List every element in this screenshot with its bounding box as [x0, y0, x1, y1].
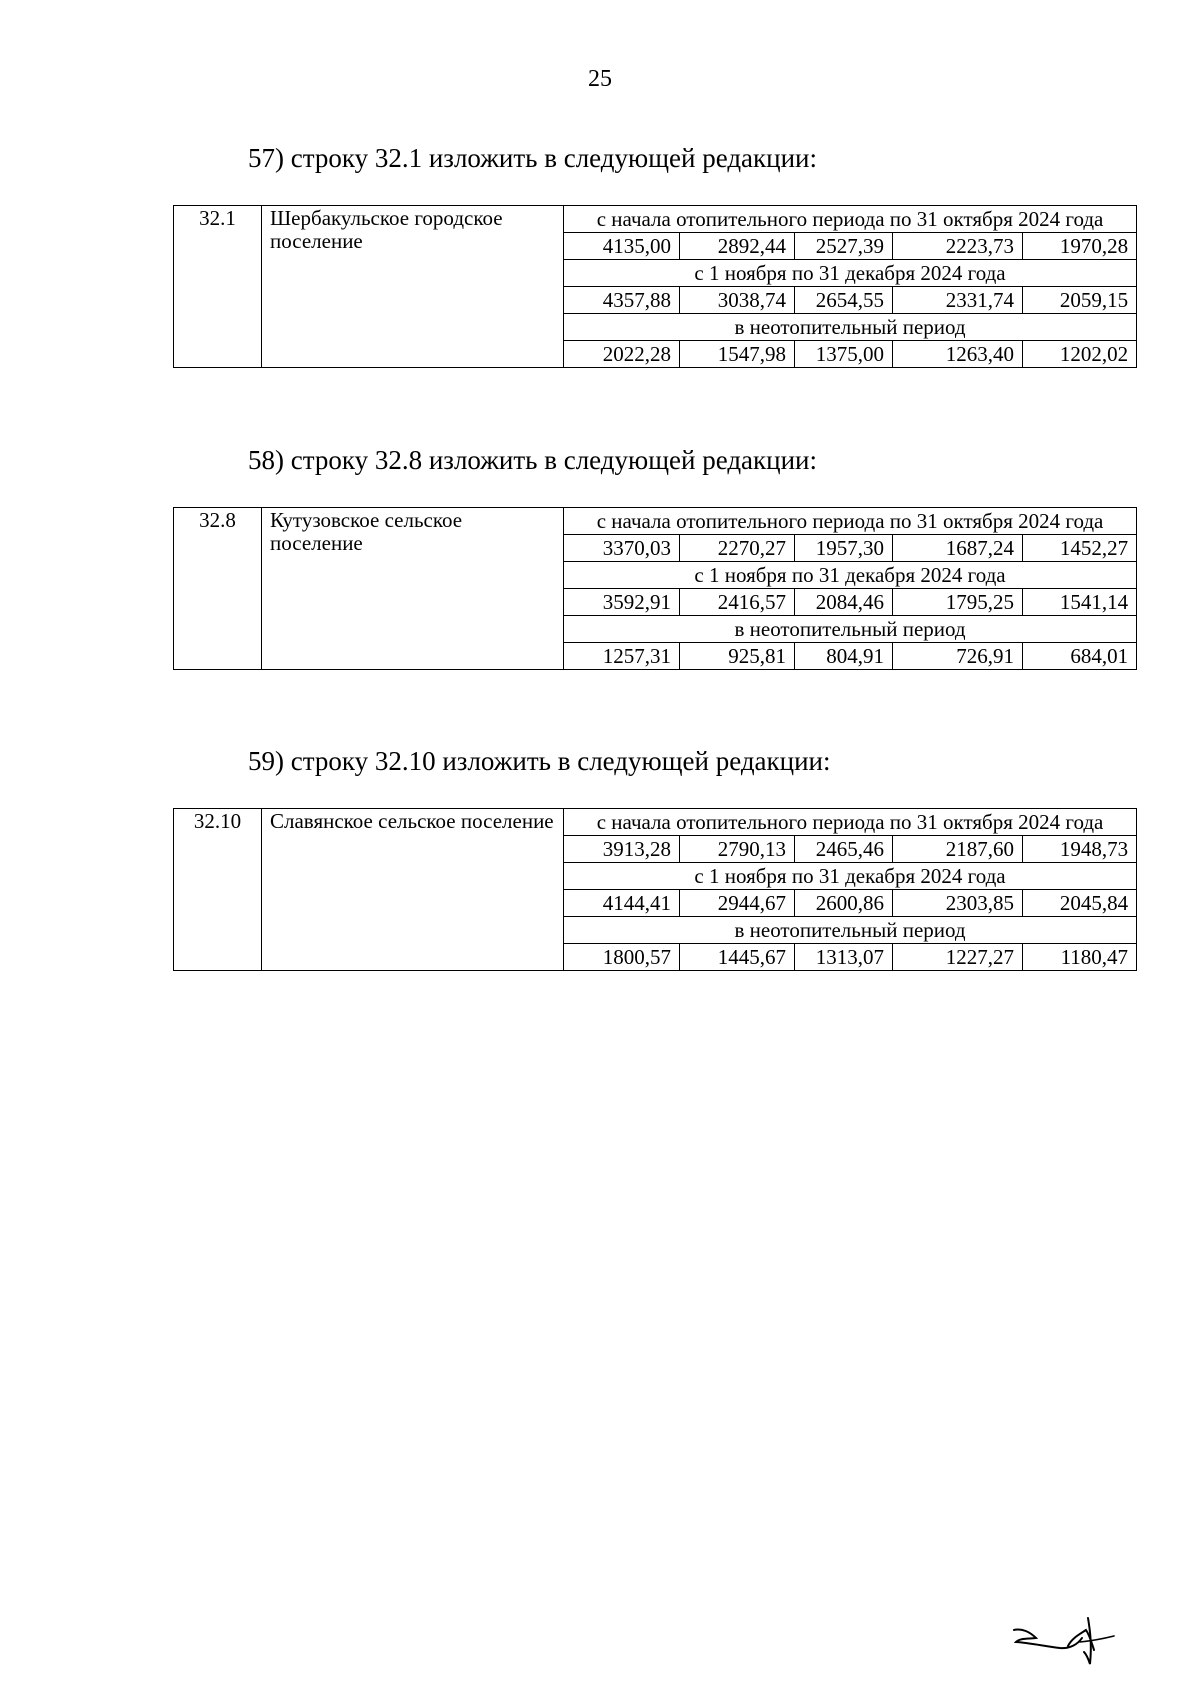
- value-cell: 2600,86: [795, 890, 893, 917]
- amendment-table-32-10: [173, 808, 1137, 971]
- table-row: [174, 508, 1137, 535]
- value-cell: 804,91: [795, 643, 893, 670]
- period-label: в неотопительный период: [564, 616, 1137, 643]
- value-cell: 1541,14: [1023, 589, 1137, 616]
- period-label: с 1 ноября по 31 декабря 2024 года: [564, 562, 1137, 589]
- value-cell: 2465,46: [795, 836, 893, 863]
- value-cell: 4357,88: [564, 287, 680, 314]
- value-cell: 2059,15: [1023, 287, 1137, 314]
- value-cell: 2892,44: [680, 233, 795, 260]
- period-label: с 1 ноября по 31 декабря 2024 года: [564, 863, 1137, 890]
- period-label: с начала отопительного периода по 31 октября 2024 года: [564, 508, 1137, 535]
- value-cell: 2223,73: [893, 233, 1023, 260]
- amendment-table-32-8: [173, 507, 1137, 670]
- value-cell: 1202,02: [1023, 341, 1137, 368]
- row-code: 32.1: [174, 206, 262, 368]
- value-cell: 2944,67: [680, 890, 795, 917]
- period-label: в неотопительный период: [564, 917, 1137, 944]
- amendment-heading-59: 59) строку 32.10 изложить в следующей редакции:: [248, 746, 831, 776]
- value-cell: 1180,47: [1023, 944, 1137, 971]
- value-cell: 1547,98: [680, 341, 795, 368]
- value-cell: 1452,27: [1023, 535, 1137, 562]
- period-label: с начала отопительного периода по 31 октября 2024 года: [564, 809, 1137, 836]
- settlement-name: Кутузовское сельское поселение: [262, 508, 564, 670]
- amendment-heading-58: 58) строку 32.8 изложить в следующей редакции:: [248, 445, 818, 475]
- row-code: 32.8: [174, 508, 262, 670]
- signature-mark: [1010, 1608, 1120, 1668]
- value-cell: 1948,73: [1023, 836, 1137, 863]
- value-cell: 4135,00: [564, 233, 680, 260]
- period-label: в неотопительный период: [564, 314, 1137, 341]
- value-cell: 1445,67: [680, 944, 795, 971]
- value-cell: 2084,46: [795, 589, 893, 616]
- value-cell: 684,01: [1023, 643, 1137, 670]
- value-cell: 3370,03: [564, 535, 680, 562]
- value-cell: 1375,00: [795, 341, 893, 368]
- value-cell: 4144,41: [564, 890, 680, 917]
- row-code: 32.10: [174, 809, 262, 971]
- value-cell: 1313,07: [795, 944, 893, 971]
- value-cell: 2790,13: [680, 836, 795, 863]
- value-cell: 1800,57: [564, 944, 680, 971]
- settlement-name: Шербакульское городское поселение: [262, 206, 564, 368]
- period-label: с начала отопительного периода по 31 октября 2024 года: [564, 206, 1137, 233]
- period-label: с 1 ноября по 31 декабря 2024 года: [564, 260, 1137, 287]
- value-cell: 3592,91: [564, 589, 680, 616]
- value-cell: 726,91: [893, 643, 1023, 670]
- value-cell: 2654,55: [795, 287, 893, 314]
- value-cell: 2022,28: [564, 341, 680, 368]
- settlement-name: Славянское сельское поселение: [262, 809, 564, 971]
- table-row: [174, 809, 1137, 836]
- value-cell: 1227,27: [893, 944, 1023, 971]
- value-cell: 3913,28: [564, 836, 680, 863]
- table-row: [174, 206, 1137, 233]
- value-cell: 2045,84: [1023, 890, 1137, 917]
- amendment-table-32-1: [173, 205, 1137, 368]
- value-cell: 1970,28: [1023, 233, 1137, 260]
- value-cell: 925,81: [680, 643, 795, 670]
- value-cell: 1957,30: [795, 535, 893, 562]
- value-cell: 2527,39: [795, 233, 893, 260]
- value-cell: 3038,74: [680, 287, 795, 314]
- value-cell: 2303,85: [893, 890, 1023, 917]
- value-cell: 1263,40: [893, 341, 1023, 368]
- amendment-heading-57: 57) строку 32.1 изложить в следующей редакции:: [248, 143, 818, 173]
- value-cell: 1257,31: [564, 643, 680, 670]
- value-cell: 2331,74: [893, 287, 1023, 314]
- value-cell: 1795,25: [893, 589, 1023, 616]
- value-cell: 1687,24: [893, 535, 1023, 562]
- value-cell: 2187,60: [893, 836, 1023, 863]
- value-cell: 2270,27: [680, 535, 795, 562]
- page-number: 25: [588, 66, 612, 92]
- value-cell: 2416,57: [680, 589, 795, 616]
